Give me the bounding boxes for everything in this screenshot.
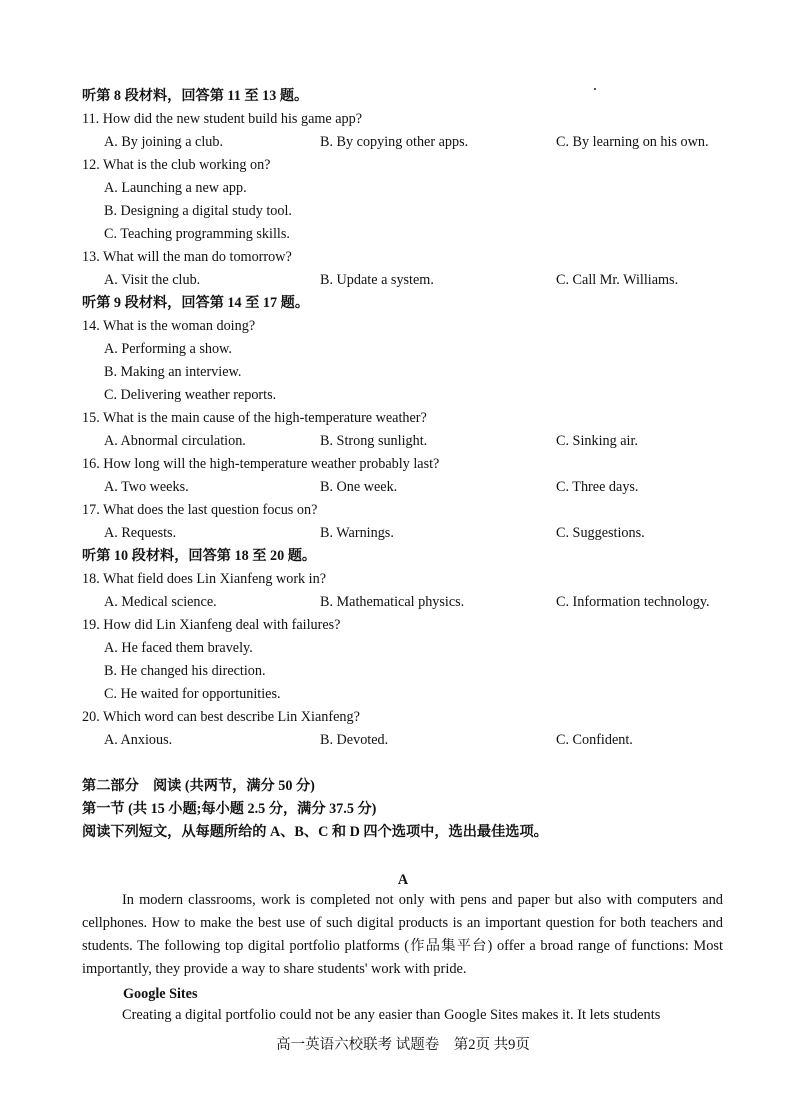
q15-option-a: A. Abnormal circulation. [104, 433, 246, 449]
q11-option-c: C. By learning on his own. [556, 134, 709, 150]
section-1-heading: 第一节 (共 15 小题;每小题 2.5 分，满分 37.5 分) [82, 801, 377, 817]
q17-stem: 17. What does the last question focus on? [82, 502, 318, 518]
q12-option-b: B. Designing a digital study tool. [104, 203, 292, 219]
q11-option-b: B. By copying other apps. [320, 134, 469, 150]
q15-option-b: B. Strong sunlight. [320, 433, 428, 449]
q11-stem: 11. How did the new student build his game app? [82, 111, 363, 127]
passage-paragraph-2-text: Creating a digital portfolio could not be any easier than Google Sites makes it. It lets students [122, 1007, 661, 1023]
passage-letter: A [397, 872, 409, 888]
q18-stem: 18. What field does Lin Xianfeng work in? [82, 571, 327, 587]
q11-option-a: A. By joining a club. [104, 134, 224, 150]
q12-option-a: A. Launching a new app. [104, 180, 247, 196]
q18-option-a: A. Medical science. [104, 594, 217, 610]
section-9-heading: 听第 9 段材料，回答第 14 至 17 题。 [82, 295, 310, 311]
q13-option-a: A. Visit the club. [104, 272, 201, 288]
q20-option-b: B. Devoted. [320, 732, 389, 748]
scan-speck [594, 88, 596, 90]
q19-option-b: B. He changed his direction. [104, 663, 266, 679]
q16-stem: 16. How long will the high-temperature weather probably last? [82, 456, 440, 472]
q13-option-b: B. Update a system. [320, 272, 434, 288]
q15-stem: 15. What is the main cause of the high-temperature weather? [82, 410, 427, 426]
q18-option-c: C. Information technology. [556, 594, 710, 610]
q20-option-c: C. Confident. [556, 732, 633, 748]
q16-option-a: A. Two weeks. [104, 479, 189, 495]
q19-option-a: A. He faced them bravely. [104, 640, 253, 656]
passage-paragraph-1-text: In modern classrooms, work is completed not only with pens and paper but also with computers and cellphones. How to make the best use of such digital products is an important question for both teachers and students. The following top digital portfolio platforms (作品集平台) offer a broad range of functions: Most importantly, they provide a way to share students' work with pride. [82, 892, 723, 977]
section-10-heading: 听第 10 段材料，回答第 18 至 20 题。 [82, 548, 317, 564]
q16-option-c: C. Three days. [556, 479, 639, 495]
q14-option-b: B. Making an interview. [104, 364, 242, 380]
q14-stem: 14. What is the woman doing? [82, 318, 256, 334]
q20-option-a: A. Anxious. [104, 732, 173, 748]
q19-option-c: C. He waited for opportunities. [104, 686, 281, 702]
q16-option-b: B. One week. [320, 479, 398, 495]
q13-stem: 13. What will the man do tomorrow? [82, 249, 292, 265]
q14-option-c: C. Delivering weather reports. [104, 387, 277, 403]
q17-option-c: C. Suggestions. [556, 525, 645, 541]
q17-option-b: B. Warnings. [320, 525, 394, 541]
passage-paragraph-2 [82, 1004, 723, 1027]
part-2-heading: 第二部分 阅读 (共两节，满分 50 分) [82, 778, 315, 794]
q12-stem: 12. What is the club working on? [82, 157, 271, 173]
q18-option-b: B. Mathematical physics. [320, 594, 465, 610]
q13-option-c: C. Call Mr. Williams. [556, 272, 679, 288]
reading-instruction: 阅读下列短文，从每题所给的 A、B、C 和 D 四个选项中，选出最佳选项。 [82, 824, 548, 840]
q17-option-a: A. Requests. [104, 525, 177, 541]
q14-option-a: A. Performing a show. [104, 341, 232, 357]
page-footer: 高一英语六校联考 试题卷 第2页 共9页 [276, 1037, 530, 1053]
q12-option-c: C. Teaching programming skills. [104, 226, 290, 242]
q19-stem: 19. How did Lin Xianfeng deal with failures? [82, 617, 341, 633]
q15-option-c: C. Sinking air. [556, 433, 638, 449]
q20-stem: 20. Which word can best describe Lin Xianfeng? [82, 709, 360, 725]
section-8-heading: 听第 8 段材料，回答第 11 至 13 题。 [82, 88, 309, 104]
passage-paragraph-1 [82, 889, 723, 981]
google-sites-subheading: Google Sites [123, 986, 198, 1002]
